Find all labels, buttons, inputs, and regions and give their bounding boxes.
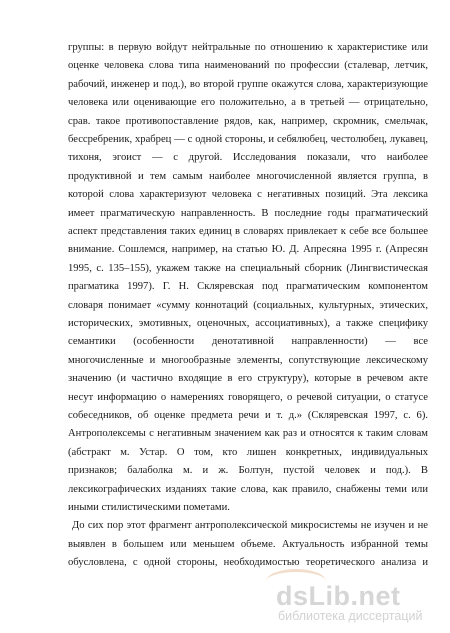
- text-line: несут информацию о намерениях говорящего, о речевой ситуации, о статусе: [68, 391, 428, 403]
- text-line: тихоня, эгоист — с другой. Исследования показали, что наиболее: [68, 152, 428, 164]
- text-line: человека или оценивающие его положительно, а в третьей — отрицательно,: [68, 97, 428, 109]
- text-line: До сих пор этот фрагмент антрополексической микросистемы не изучен и не: [72, 520, 428, 532]
- text-line: собеседников, об оценке предмета речи и т. д.» (Скляревская 1997, с. 6).: [68, 410, 428, 421]
- text-line: (абстракт м. Устар. О том, кто лишен конкретных, индивидуальных: [68, 446, 428, 458]
- text-line: выявлен в большем или меньшем объеме. Актуальность избранной темы: [68, 538, 428, 550]
- text-line: многочисленные и многообразные элементы, сопутствующие лексическому: [68, 354, 428, 366]
- watermark-subtitle: библиотека диссертаций: [278, 609, 423, 623]
- text-line: имеет прагматическую направленность. В последние годы прагматический: [68, 207, 428, 219]
- text-line: исторических, эмотивных, оценочных, ассоциативных), а также специфику: [68, 318, 428, 329]
- text-line: семантики (особенности денотативной направленности) — все: [68, 336, 428, 348]
- text-line: рабочий, инженер и под.), во второй группе окажутся слова, характеризующие: [68, 78, 428, 90]
- text-line: Антрополексемы с негативным значением как раз и относятся к таким словам: [68, 428, 428, 440]
- text-line: оценке человека слова типа наименований по профессии (сталевар, летчик,: [68, 60, 428, 72]
- text-line: значению (и частично входящие в его структуру), которые в речевом акте: [68, 373, 428, 385]
- text-line: словаря понимает «сумму коннотаций (социальных, культурных, этических,: [68, 299, 428, 311]
- text-line: группы: в первую войдут нейтральные по отношению к характеристике или: [68, 42, 428, 53]
- text-line: 1995, с. 135–155), укажем также на специальный сборник (Лингвистическая: [68, 262, 428, 274]
- text-line: срав. такое противопоставление рядов, как, например, скромник, смельчак,: [68, 115, 428, 127]
- watermark-logo: dsLib.net: [276, 581, 401, 611]
- text-line: внимание. Сошлемся, например, на статью Ю. Д. Апресяна 1995 г. (Апресян: [68, 244, 428, 256]
- text-line: иными стилистическими пометами.: [68, 502, 230, 513]
- text-line: лексикографических изданиях такие слова, как правило, снабжены теми или: [68, 483, 428, 495]
- watermark: [266, 581, 436, 625]
- text-line: которой слова характеризуют человека с негативных позиций. Эта лексика: [68, 189, 428, 201]
- text-line: обусловлена, с одной стороны, необходимостью теоретического анализа и: [68, 557, 428, 569]
- text-line: прагматика 1997). Г. Н. Скляревская под прагматическим компонентом: [68, 281, 428, 293]
- text-line: бессребреник, храбрец — с одной стороны, и себялюбец, честолюбец, лукавец,: [68, 134, 428, 145]
- text-line: продуктивной и тем самым наиболее многочисленной является группа, в: [68, 170, 428, 182]
- text-line: признаков; балаболка м. и ж. Болтун, пустой человек и под.). В: [68, 465, 428, 477]
- text-line: аспект представления таких единиц в словарях привлекает к себе все большее: [68, 226, 428, 237]
